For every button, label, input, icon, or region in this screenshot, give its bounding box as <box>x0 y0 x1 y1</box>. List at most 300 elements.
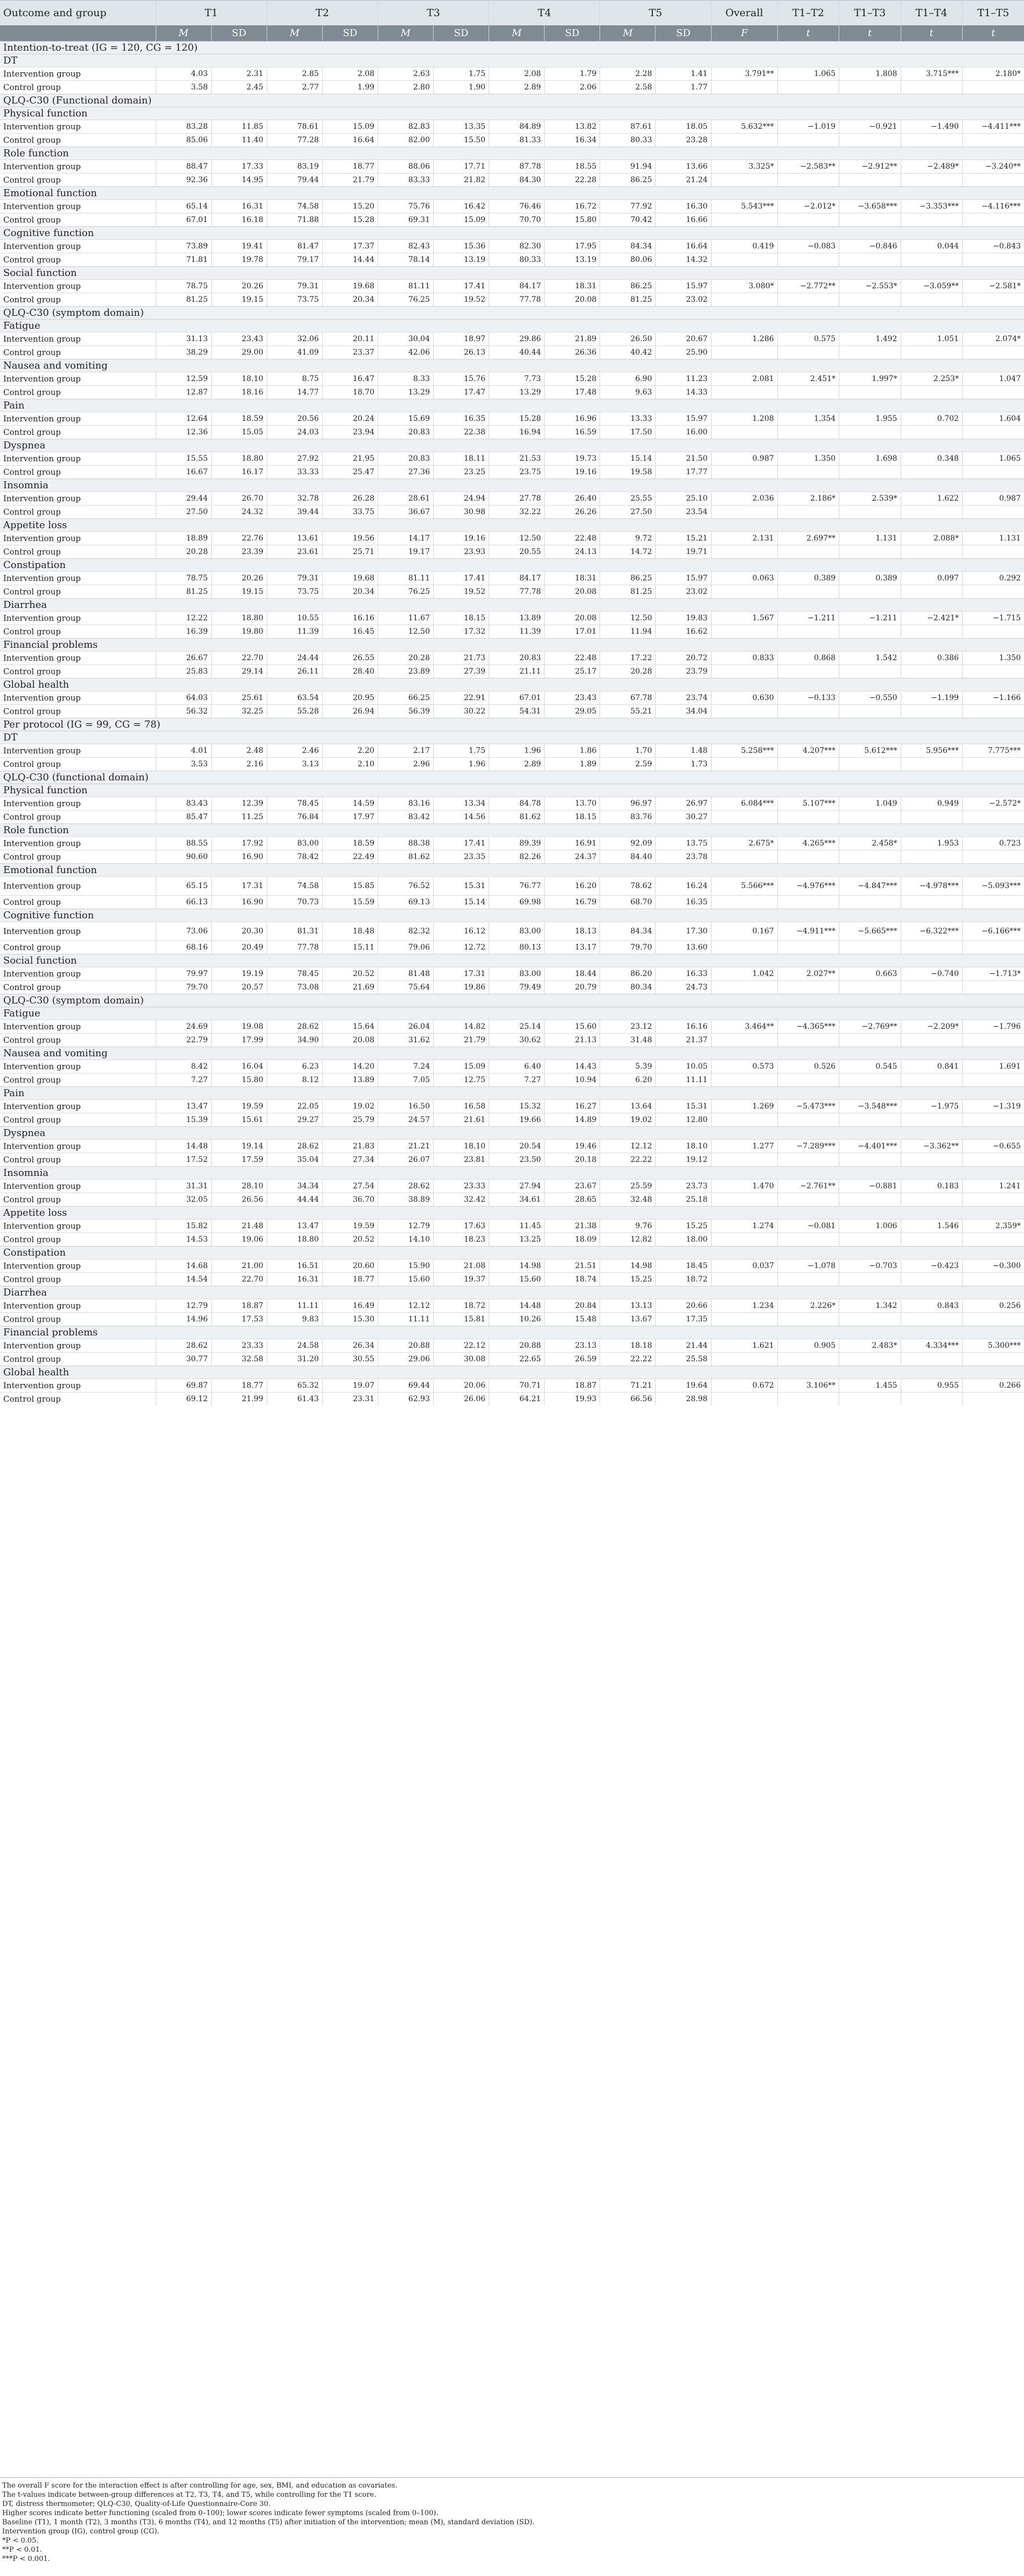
sd-cell: 17.59 <box>211 1153 267 1167</box>
f-cell: 6.084*** <box>711 797 777 811</box>
table-row <box>0 1299 1024 1313</box>
sd-cell: 11.40 <box>211 134 267 147</box>
section-row <box>0 359 1024 372</box>
sd-cell: 22.91 <box>434 691 489 705</box>
mean-cell: 29.44 <box>156 492 211 505</box>
t-cell <box>839 1353 901 1366</box>
sd-cell: 15.50 <box>434 134 489 147</box>
mean-cell: 24.57 <box>378 1113 434 1127</box>
mean-cell: 80.34 <box>600 981 656 994</box>
section-label: Pain <box>0 1087 1024 1100</box>
t-cell <box>777 625 839 639</box>
mean-cell: 16.51 <box>267 1259 322 1273</box>
t-cell: 2.027** <box>777 967 839 981</box>
t-cell <box>962 545 1024 559</box>
header-sd: SD <box>211 25 267 41</box>
mean-cell: 83.19 <box>267 160 322 174</box>
mean-cell: 73.08 <box>267 981 322 994</box>
mean-cell: 70.71 <box>489 1379 545 1393</box>
sd-cell: 23.43 <box>545 691 600 705</box>
mean-cell: 2.63 <box>378 67 434 81</box>
t-cell <box>901 346 962 359</box>
sd-cell: 19.15 <box>211 585 267 599</box>
f-cell <box>711 981 777 994</box>
section-label: QLQ-C30 (functional domain) <box>0 771 1024 784</box>
sd-cell: 20.08 <box>545 293 600 307</box>
sd-cell: 14.32 <box>656 253 711 267</box>
mean-cell: 24.03 <box>267 426 322 439</box>
t-cell <box>901 426 962 439</box>
sd-cell: 16.91 <box>545 837 600 850</box>
mean-cell: 28.62 <box>156 1339 211 1353</box>
f-cell: 0.630 <box>711 691 777 705</box>
sd-cell: 19.14 <box>211 1140 267 1153</box>
sd-cell: 25.58 <box>656 1353 711 1366</box>
mean-cell: 79.70 <box>156 981 211 994</box>
sd-cell: 16.27 <box>545 1100 600 1113</box>
f-cell <box>711 1113 777 1127</box>
mean-cell: 82.26 <box>489 850 545 864</box>
sd-cell: 18.87 <box>211 1299 267 1313</box>
sd-cell: 23.81 <box>434 1153 489 1167</box>
mean-cell: 73.89 <box>156 240 211 253</box>
t-cell <box>962 466 1024 479</box>
table-row <box>0 758 1024 771</box>
mean-cell: 13.29 <box>489 386 545 399</box>
sd-cell: 19.41 <box>211 240 267 253</box>
sd-cell: 17.97 <box>322 811 378 824</box>
sd-cell: 19.19 <box>211 967 267 981</box>
sd-cell: 18.05 <box>656 120 711 134</box>
mean-cell: 61.43 <box>267 1393 322 1406</box>
sd-cell: 27.54 <box>322 1180 378 1193</box>
sd-cell: 17.37 <box>322 240 378 253</box>
sd-cell: 23.43 <box>211 333 267 346</box>
mean-cell: 69.87 <box>156 1379 211 1393</box>
sd-cell: 28.10 <box>211 1180 267 1193</box>
sd-cell: 18.15 <box>434 612 489 625</box>
sd-cell: 18.59 <box>211 412 267 426</box>
mean-cell: 26.07 <box>378 1153 434 1167</box>
mean-cell: 40.42 <box>600 346 656 359</box>
f-cell <box>711 811 777 824</box>
group-label: Control group <box>0 1034 156 1047</box>
t-cell: −1.490 <box>901 120 962 134</box>
mean-cell: 22.22 <box>600 1353 656 1366</box>
sd-cell: 22.49 <box>322 850 378 864</box>
sd-cell: 19.86 <box>434 981 489 994</box>
mean-cell: 19.66 <box>489 1113 545 1127</box>
sd-cell: 11.23 <box>656 372 711 386</box>
t-cell <box>901 545 962 559</box>
f-cell: 1.234 <box>711 1299 777 1313</box>
mean-cell: 69.12 <box>156 1393 211 1406</box>
sd-cell: 21.13 <box>545 1034 600 1047</box>
mean-cell: 26.04 <box>378 1020 434 1034</box>
group-label: Control group <box>0 850 156 864</box>
mean-cell: 16.31 <box>267 1273 322 1286</box>
f-cell <box>711 81 777 94</box>
t-cell <box>962 426 1024 439</box>
t-cell: −1.211 <box>777 612 839 625</box>
sd-cell: 22.76 <box>211 532 267 545</box>
t-cell: 1.006 <box>839 1220 901 1233</box>
mean-cell: 2.89 <box>489 81 545 94</box>
mean-cell: 21.21 <box>378 1140 434 1153</box>
mean-cell: 33.33 <box>267 466 322 479</box>
group-label: Intervention group <box>0 797 156 811</box>
sd-cell: 1.99 <box>322 81 378 94</box>
t-cell: −3.658*** <box>839 200 901 213</box>
t-cell: 2.697** <box>777 532 839 545</box>
t-cell <box>962 1313 1024 1326</box>
t-cell: −1.199 <box>901 691 962 705</box>
sd-cell: 18.45 <box>656 1259 711 1273</box>
sd-cell: 25.61 <box>211 691 267 705</box>
sd-cell: 1.86 <box>545 744 600 758</box>
mean-cell: 82.00 <box>378 134 434 147</box>
t-cell <box>777 346 839 359</box>
mean-cell: 79.70 <box>600 941 656 954</box>
group-label: Intervention group <box>0 1100 156 1113</box>
f-cell <box>711 1273 777 1286</box>
mean-cell: 29.27 <box>267 1113 322 1127</box>
sd-cell: 12.39 <box>211 797 267 811</box>
sd-cell: 26.94 <box>322 705 378 718</box>
section-label: Appetite loss <box>0 1207 1024 1220</box>
mean-cell: 6.20 <box>600 1074 656 1087</box>
sd-cell: 2.48 <box>211 744 267 758</box>
sd-cell: 22.38 <box>434 426 489 439</box>
f-cell: 0.063 <box>711 572 777 585</box>
mean-cell: 28.62 <box>378 1180 434 1193</box>
t-cell: 2.180* <box>962 67 1024 81</box>
t-cell <box>839 1193 901 1207</box>
t-cell <box>962 134 1024 147</box>
sd-cell: 18.10 <box>434 1140 489 1153</box>
sd-cell: 21.48 <box>211 1220 267 1233</box>
mean-cell: 38.29 <box>156 346 211 359</box>
mean-cell: 4.01 <box>156 744 211 758</box>
section-label: Physical function <box>0 107 1024 120</box>
t-cell: −4.116*** <box>962 200 1024 213</box>
mean-cell: 92.36 <box>156 174 211 187</box>
footnote: The t-values indicate between-group differences at T2, T3, T4, and T5, while controlling for the T1 score. <box>2 2491 377 2499</box>
mean-cell: 84.89 <box>489 120 545 134</box>
f-cell <box>711 174 777 187</box>
sd-cell: 13.19 <box>545 253 600 267</box>
table-row <box>0 1273 1024 1286</box>
mean-cell: 78.45 <box>267 797 322 811</box>
sd-cell: 22.48 <box>545 532 600 545</box>
sd-cell: 14.95 <box>211 174 267 187</box>
section-label: Fatigue <box>0 320 1024 333</box>
mean-cell: 19.02 <box>600 1113 656 1127</box>
t-cell <box>962 293 1024 307</box>
t-cell: −4.976*** <box>777 877 839 896</box>
table-row <box>0 981 1024 994</box>
sd-cell: 26.34 <box>322 1339 378 1353</box>
table-row <box>0 412 1024 426</box>
t-cell: 2.458* <box>839 837 901 850</box>
t-cell: 2.074* <box>962 333 1024 346</box>
table-row <box>0 1180 1024 1193</box>
sd-cell: 30.22 <box>434 705 489 718</box>
mean-cell: 76.77 <box>489 877 545 896</box>
mean-cell: 73.75 <box>267 585 322 599</box>
table-footnotes <box>0 2477 1024 2564</box>
mean-cell: 13.33 <box>600 412 656 426</box>
t-cell <box>777 1074 839 1087</box>
mean-cell: 20.83 <box>378 426 434 439</box>
sd-cell: 19.16 <box>545 466 600 479</box>
t-cell <box>839 253 901 267</box>
header-overall: Overall <box>711 1 777 26</box>
mean-cell: 17.22 <box>600 652 656 665</box>
t-cell <box>839 665 901 678</box>
t-cell: −2.489* <box>901 160 962 174</box>
sd-cell: 29.14 <box>211 665 267 678</box>
t-cell: 4.334*** <box>901 1339 962 1353</box>
section-label: Financial problems <box>0 1326 1024 1339</box>
sd-cell: 15.31 <box>656 1100 711 1113</box>
t-cell <box>962 1153 1024 1167</box>
sd-cell: 16.62 <box>656 625 711 639</box>
t-cell: 1.342 <box>839 1299 901 1313</box>
mean-cell: 13.64 <box>600 1100 656 1113</box>
group-label: Control group <box>0 174 156 187</box>
mean-cell: 14.10 <box>378 1233 434 1247</box>
mean-cell: 30.04 <box>378 333 434 346</box>
mean-cell: 65.32 <box>267 1379 322 1393</box>
group-label: Intervention group <box>0 200 156 213</box>
t-cell: −3.362** <box>901 1140 962 1153</box>
mean-cell: 84.17 <box>489 280 545 293</box>
sd-cell: 14.20 <box>322 1060 378 1074</box>
t-cell: 1.047 <box>962 372 1024 386</box>
group-label: Control group <box>0 1233 156 1247</box>
sd-cell: 17.41 <box>434 837 489 850</box>
t-cell: 0.044 <box>901 240 962 253</box>
f-cell <box>711 1353 777 1366</box>
table-row <box>0 200 1024 213</box>
mean-cell: 83.33 <box>378 174 434 187</box>
mean-cell: 14.48 <box>489 1299 545 1313</box>
mean-cell: 67.01 <box>156 213 211 227</box>
section-row <box>0 1207 1024 1220</box>
sd-cell: 20.08 <box>322 1034 378 1047</box>
t-cell: −0.655 <box>962 1140 1024 1153</box>
f-cell: 2.675* <box>711 837 777 850</box>
mean-cell: 82.30 <box>489 240 545 253</box>
mean-cell: 2.85 <box>267 67 322 81</box>
sd-cell: 18.80 <box>211 452 267 466</box>
section-row <box>0 824 1024 837</box>
section-label: Intention-to-treat (IG = 120, CG = 120) <box>0 41 1024 54</box>
table-row <box>0 466 1024 479</box>
t-cell: −6.322*** <box>901 922 962 941</box>
sd-cell: 24.13 <box>545 545 600 559</box>
sd-cell: 18.15 <box>545 811 600 824</box>
t-cell <box>962 1074 1024 1087</box>
sd-cell: 25.71 <box>322 545 378 559</box>
table-row <box>0 652 1024 665</box>
header-sd: SD <box>656 25 711 41</box>
section-row <box>0 599 1024 612</box>
mean-cell: 44.44 <box>267 1193 322 1207</box>
sd-cell: 15.76 <box>434 372 489 386</box>
section-row <box>0 41 1024 54</box>
f-cell: 1.208 <box>711 412 777 426</box>
t-cell <box>901 1193 962 1207</box>
sd-cell: 20.08 <box>545 585 600 599</box>
sd-cell: 20.79 <box>545 981 600 994</box>
section-label: Role function <box>0 824 1024 837</box>
t-cell <box>839 1393 901 1406</box>
t-cell <box>839 505 901 519</box>
mean-cell: 79.44 <box>267 174 322 187</box>
table-row <box>0 691 1024 705</box>
table-row <box>0 1060 1024 1074</box>
t-cell <box>962 941 1024 954</box>
mean-cell: 34.34 <box>267 1180 322 1193</box>
sd-cell: 23.37 <box>322 346 378 359</box>
mean-cell: 14.53 <box>156 1233 211 1247</box>
t-cell: −2.209* <box>901 1020 962 1034</box>
sd-cell: 21.24 <box>656 174 711 187</box>
mean-cell: 77.92 <box>600 200 656 213</box>
f-cell <box>711 665 777 678</box>
section-label: Dyspnea <box>0 439 1024 452</box>
table-row <box>0 452 1024 466</box>
t-cell: 3.106** <box>777 1379 839 1393</box>
f-cell: 0.833 <box>711 652 777 665</box>
t-cell <box>962 505 1024 519</box>
mean-cell: 15.14 <box>600 452 656 466</box>
mean-cell: 18.89 <box>156 532 211 545</box>
sd-cell: 23.02 <box>656 585 711 599</box>
section-row <box>0 909 1024 922</box>
mean-cell: 12.50 <box>489 532 545 545</box>
mean-cell: 19.17 <box>378 545 434 559</box>
mean-cell: 75.64 <box>378 981 434 994</box>
sd-cell: 18.77 <box>211 1379 267 1393</box>
t-cell <box>777 1193 839 1207</box>
t-cell <box>839 981 901 994</box>
table-row <box>0 850 1024 864</box>
mean-cell: 79.97 <box>156 967 211 981</box>
t-cell: −0.843 <box>962 240 1024 253</box>
sd-cell: 18.77 <box>322 1273 378 1286</box>
f-cell <box>711 1313 777 1326</box>
t-cell <box>901 981 962 994</box>
sd-cell: 21.89 <box>545 333 600 346</box>
header-sd: SD <box>322 25 378 41</box>
t-cell <box>962 346 1024 359</box>
mean-cell: 78.75 <box>156 280 211 293</box>
t-cell <box>777 1273 839 1286</box>
header-outcome-group: Outcome and group <box>0 1 156 26</box>
group-label: Intervention group <box>0 1379 156 1393</box>
mean-cell: 8.42 <box>156 1060 211 1074</box>
mean-cell: 31.13 <box>156 333 211 346</box>
group-label: Intervention group <box>0 492 156 505</box>
sd-cell: 18.00 <box>656 1233 711 1247</box>
sd-cell: 12.72 <box>434 941 489 954</box>
mean-cell: 96.97 <box>600 797 656 811</box>
sd-cell: 17.95 <box>545 240 600 253</box>
mean-cell: 2.17 <box>378 744 434 758</box>
t-cell: 5.107*** <box>777 797 839 811</box>
t-cell <box>962 1273 1024 1286</box>
t-cell: −0.881 <box>839 1180 901 1193</box>
sd-cell: 16.16 <box>656 1020 711 1034</box>
t-cell: −0.846 <box>839 240 901 253</box>
mean-cell: 87.61 <box>600 120 656 134</box>
table-row <box>0 896 1024 909</box>
mean-cell: 80.13 <box>489 941 545 954</box>
table-row <box>0 1353 1024 1366</box>
sd-cell: 15.80 <box>211 1074 267 1087</box>
sd-cell: 20.08 <box>545 612 600 625</box>
section-label: Cognitive function <box>0 909 1024 922</box>
t-cell: 5.612*** <box>839 744 901 758</box>
t-cell: −3.240** <box>962 160 1024 174</box>
group-label: Control group <box>0 134 156 147</box>
t-cell: 0.545 <box>839 1060 901 1074</box>
t-cell <box>777 134 839 147</box>
t-cell <box>777 81 839 94</box>
t-cell: 1.698 <box>839 452 901 466</box>
table-row <box>0 1259 1024 1273</box>
group-label: Control group <box>0 1393 156 1406</box>
t-cell <box>777 850 839 864</box>
t-cell: −0.423 <box>901 1259 962 1273</box>
sd-cell: 22.28 <box>545 174 600 187</box>
header-timepoint: T1 <box>156 1 267 26</box>
mean-cell: 26.11 <box>267 665 322 678</box>
sd-cell: 19.52 <box>434 293 489 307</box>
table-row <box>0 532 1024 545</box>
mean-cell: 77.28 <box>267 134 322 147</box>
mean-cell: 12.12 <box>600 1140 656 1153</box>
mean-cell: 77.78 <box>489 585 545 599</box>
mean-cell: 2.77 <box>267 81 322 94</box>
group-label: Control group <box>0 213 156 227</box>
mean-cell: 15.28 <box>489 412 545 426</box>
sd-cell: 30.08 <box>434 1353 489 1366</box>
t-cell: −2.761** <box>777 1180 839 1193</box>
mean-cell: 56.32 <box>156 705 211 718</box>
sd-cell: 23.02 <box>656 293 711 307</box>
mean-cell: 6.40 <box>489 1060 545 1074</box>
header-mean: M <box>156 25 211 41</box>
t-cell <box>901 293 962 307</box>
sd-cell: 26.28 <box>322 492 378 505</box>
sd-cell: 26.26 <box>545 505 600 519</box>
f-cell: 5.543*** <box>711 200 777 213</box>
f-cell: 5.566*** <box>711 877 777 896</box>
group-label: Control group <box>0 253 156 267</box>
section-row <box>0 94 1024 107</box>
header-sd: SD <box>545 25 600 41</box>
t-cell: −5.473*** <box>777 1100 839 1113</box>
t-cell <box>901 466 962 479</box>
group-label: Control group <box>0 758 156 771</box>
mean-cell: 68.70 <box>600 896 656 909</box>
t-cell: −7.289*** <box>777 1140 839 1153</box>
t-cell <box>901 665 962 678</box>
